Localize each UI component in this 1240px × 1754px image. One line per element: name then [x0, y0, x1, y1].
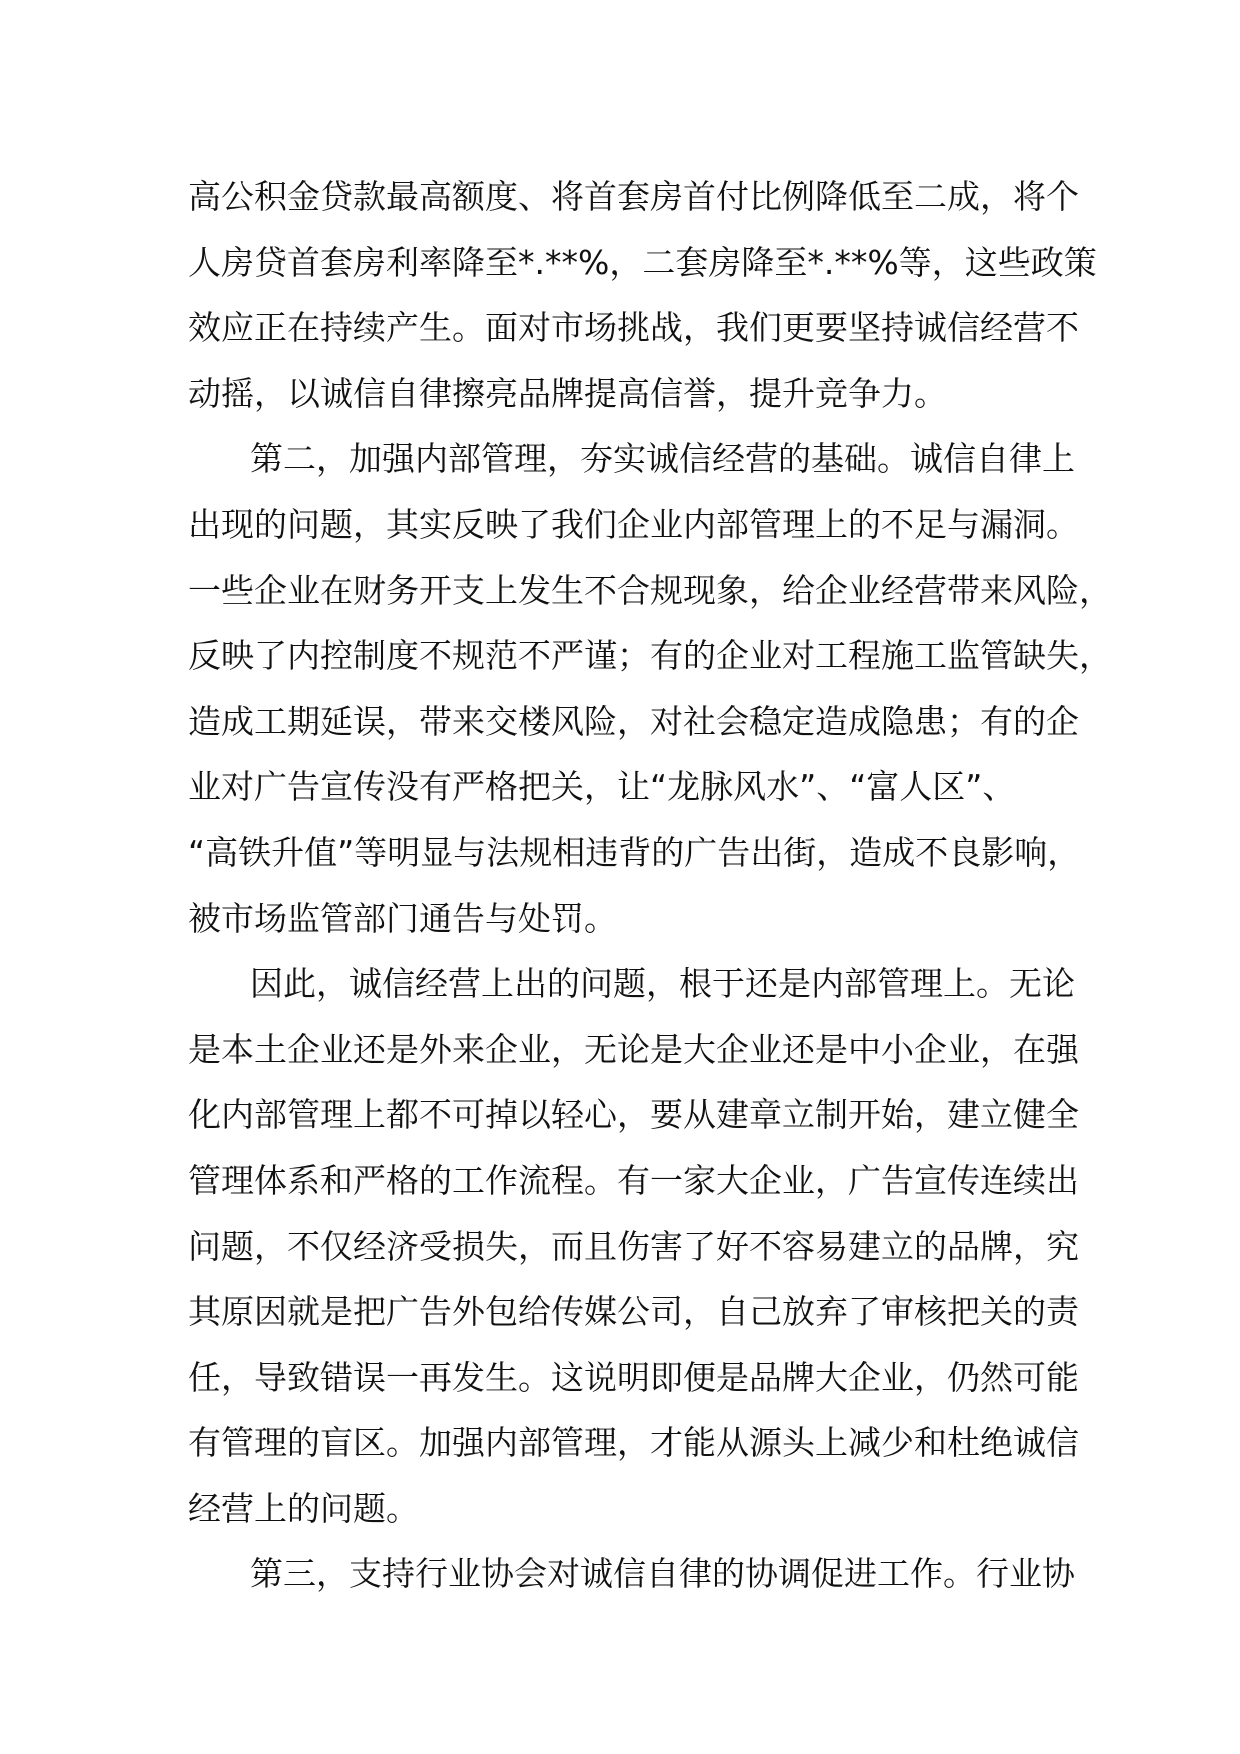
text-line: 人房贷首套房利率降至*.**%，二套房降至*.**%等，这些政策 — [188, 242, 1097, 282]
text-line: 一些企业在财务开支上发生不合规现象，给企业经营带来风险， — [188, 570, 1112, 610]
text-line: 高公积金贷款最高额度、将首套房首付比例降低至二成，将个 — [188, 177, 1079, 216]
text-line: 任，导致错误一再发生。这说明即便是品牌大企业，仍然可能 — [188, 1357, 1079, 1397]
text-line: “高铁升值”等明显与法规相违背的广告出街，造成不良影响， — [188, 832, 1081, 872]
text-line: 动摇，以诚信自律擦亮品牌提高信誉，提升竞争力。 — [188, 373, 947, 413]
text-line: 有管理的盲区。加强内部管理，才能从源头上减少和杜绝诚信 — [188, 1423, 1079, 1463]
text-line: 反映了内控制度不规范不严谨；有的企业对工程施工监管缺失， — [188, 636, 1112, 676]
text-line: 管理体系和严格的工作流程。有一家大企业，广告宣传连续出 — [188, 1160, 1079, 1200]
text-line: 化内部管理上都不可掉以轻心，要从建章立制开始，建立健全 — [188, 1095, 1079, 1135]
text-line: 是本土企业还是外来企业，无论是大企业还是中小企业，在强 — [188, 1029, 1079, 1069]
paragraph-start-line: 第三，支持行业协会对诚信自律的协调促进工作。行业协 — [250, 1554, 1075, 1594]
text-line: 经营上的问题。 — [188, 1488, 419, 1528]
text-line: 出现的问题，其实反映了我们企业内部管理上的不足与漏洞。 — [188, 504, 1079, 544]
body-text — [188, 164, 1112, 1607]
text-line: 造成工期延误，带来交楼风险，对社会稳定造成隐患；有的企 — [188, 701, 1079, 741]
paragraph-start-line: 因此，诚信经营上出的问题，根于还是内部管理上。无论 — [250, 964, 1075, 1004]
text-line: 其原因就是把广告外包给传媒公司，自己放弃了审核把关的责 — [188, 1292, 1079, 1332]
text-line: 问题，不仅经济受损失，而且伤害了好不容易建立的品牌，究 — [188, 1226, 1079, 1266]
paragraph-start-line: 第二，加强内部管理，夯实诚信经营的基础。诚信自律上 — [250, 439, 1075, 479]
text-line: 业对广告宣传没有严格把关，让“龙脉风水”、“富人区”、 — [188, 767, 1016, 807]
text-line: 被市场监管部门通告与处罚。 — [188, 898, 617, 938]
text-line: 效应正在持续产生。面对市场挑战，我们更要坚持诚信经营不 — [188, 308, 1079, 348]
